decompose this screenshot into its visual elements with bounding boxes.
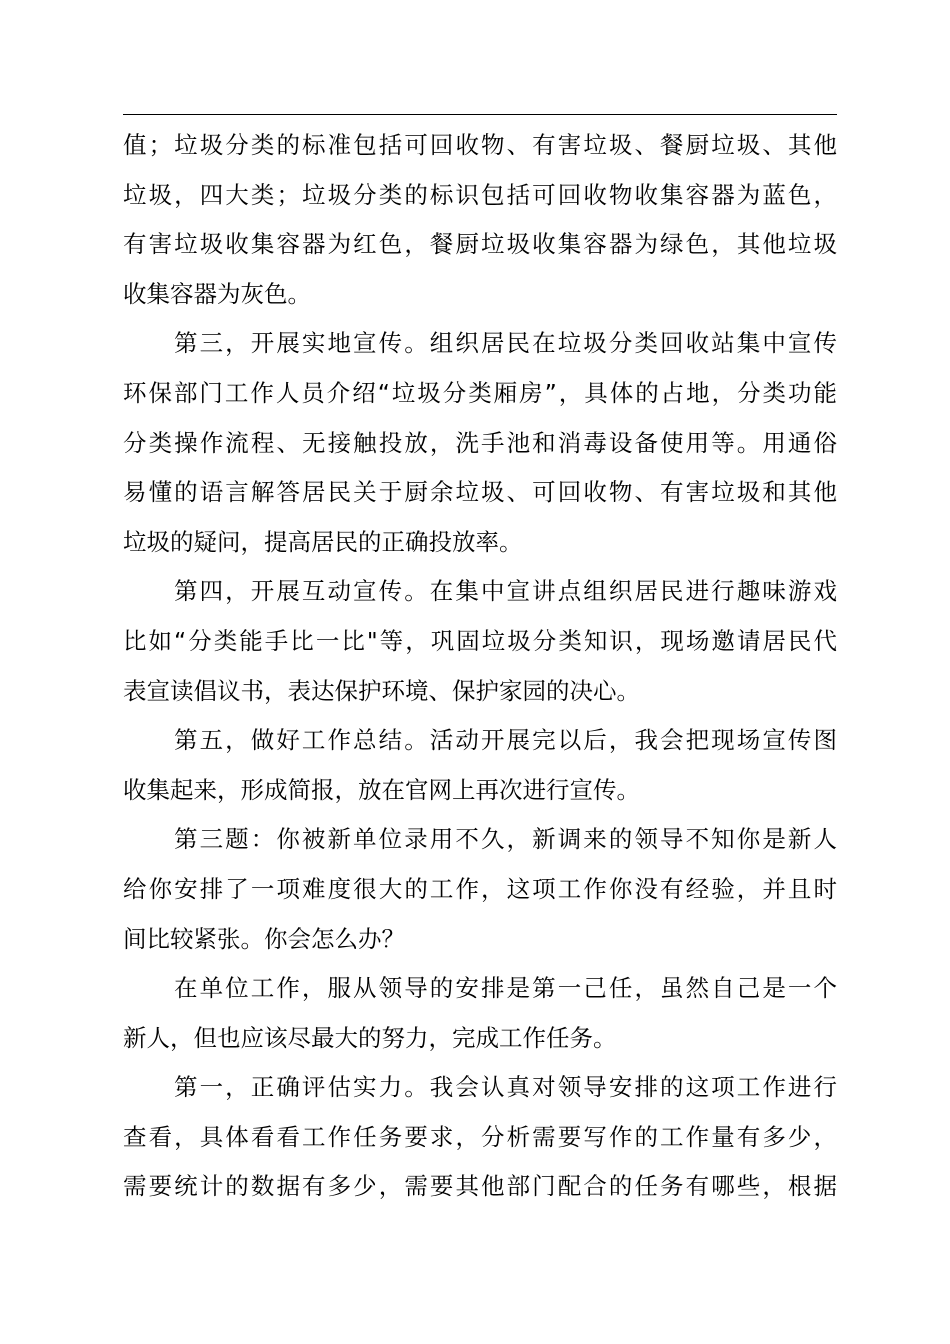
text-line: 易懂的语言解答居民关于厨余垃圾、可回收物、有害垃圾和其他 xyxy=(123,478,837,507)
text-line: 表宣读倡议书，表达保护环境、保护家园的决心。 xyxy=(123,676,640,705)
text-line: 第四，开展互动宣传。在集中宣讲点组织居民进行趣味游戏 xyxy=(174,577,837,606)
text-line: 垃圾的疑问，提高居民的正确投放率。 xyxy=(123,527,523,556)
text-line: 有害垃圾收集容器为红色，餐厨垃圾收集容器为绿色，其他垃圾 xyxy=(123,230,837,259)
header-rule xyxy=(123,114,837,115)
paragraph-7 xyxy=(123,1063,837,1212)
paragraph-6 xyxy=(123,964,837,1063)
text-line: 第五，做好工作总结。活动开展完以后，我会把现场宣传图 xyxy=(174,726,837,755)
text-line: 收集容器为灰色。 xyxy=(123,279,311,308)
text-line: 给你安排了一项难度很大的工作，这项工作你没有经验，并且时 xyxy=(123,874,837,903)
text-line: 第三题：你被新单位录用不久，新调来的领导不知你是新人 xyxy=(174,825,837,854)
text-line: 间比较紧张。你会怎么办？ xyxy=(123,924,405,953)
text-line: 值；垃圾分类的标准包括可回收物、有害垃圾、餐厨垃圾、其他 xyxy=(123,131,837,159)
text-line: 收集起来，形成简报，放在官网上再次进行宣传。 xyxy=(123,775,640,804)
text-line: 分类操作流程、无接触投放，洗手池和消毒设备使用等。用通俗 xyxy=(123,428,837,457)
paragraph-3 xyxy=(123,567,837,716)
text-line: 新人，但也应该尽最大的努力，完成工作任务。 xyxy=(123,1023,617,1052)
text-line: 第三，开展实地宣传。组织居民在垃圾分类回收站集中宣传 xyxy=(174,329,837,358)
paragraph-5 xyxy=(123,815,837,964)
text-line: 第一，正确评估实力。我会认真对领导安排的这项工作进行 xyxy=(174,1073,837,1102)
paragraph-4 xyxy=(123,716,837,815)
paragraph-1 xyxy=(123,121,837,319)
text-line: 查看，具体看看工作任务要求，分析需要写作的工作量有多少， xyxy=(123,1122,837,1151)
text-line: 比如“分类能手比一比"等，巩固垃圾分类知识，现场邀请居民代 xyxy=(123,626,837,655)
text-line: 在单位工作，服从领导的安排是第一己任，虽然自己是一个 xyxy=(174,974,837,1003)
document-body xyxy=(123,121,837,1212)
text-line: 环保部门工作人员介绍“垃圾分类厢房”，具体的占地，分类功能 xyxy=(123,378,837,407)
text-line: 垃圾，四大类；垃圾分类的标识包括可回收物收集容器为蓝色， xyxy=(123,180,837,209)
paragraph-2 xyxy=(123,319,837,567)
text-line: 需要统计的数据有多少，需要其他部门配合的任务有哪些，根据 xyxy=(123,1172,837,1201)
